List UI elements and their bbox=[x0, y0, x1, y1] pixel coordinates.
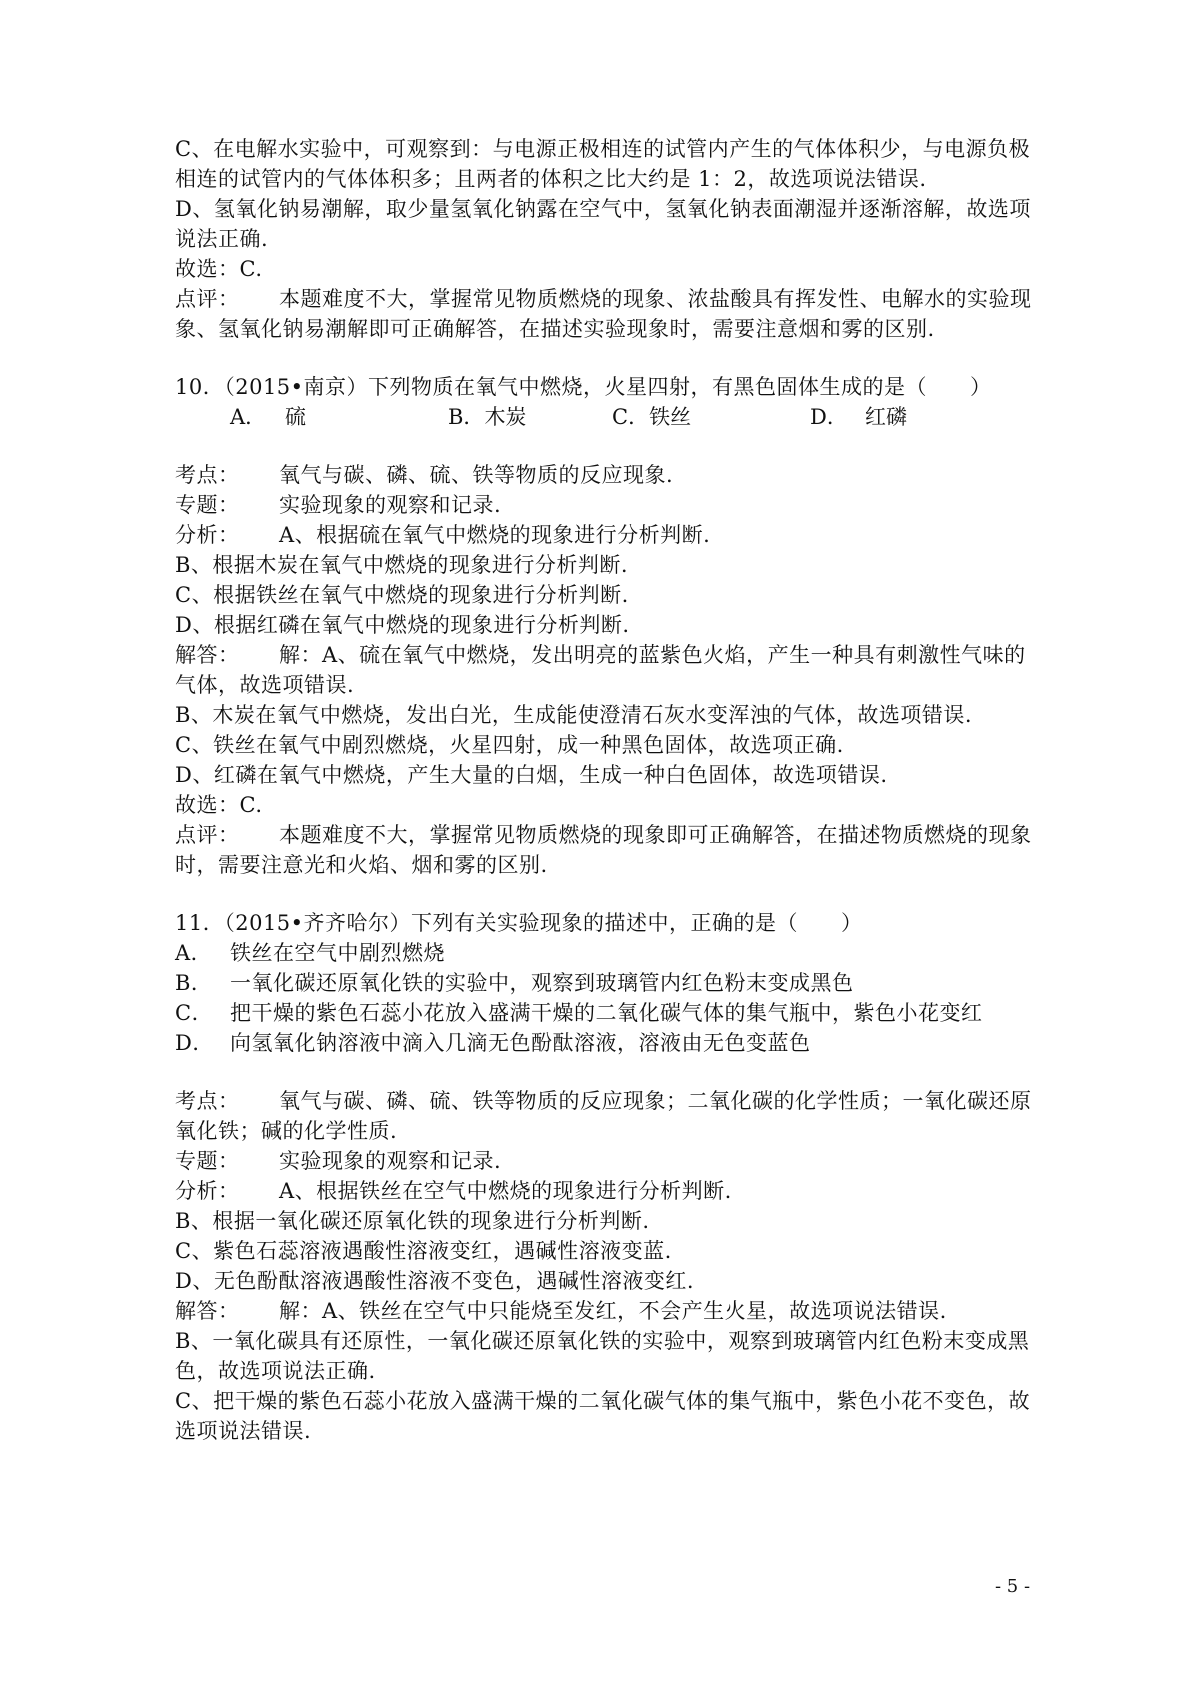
prev-comment-2: 象、氢氧化钠易潮解即可正确解答，在描述实验现象时，需要注意烟和雾的区别. bbox=[175, 317, 935, 341]
q11-solution: 解答： 解：A、铁丝在空气中只能烧至发红，不会产生火星，故选项说法错误. bbox=[175, 1299, 947, 1323]
q10-solution: 解答： 解：A、硫在氧气中燃烧，发出明亮的蓝紫色火焰，产生一种具有刺激性气味的 bbox=[175, 643, 1026, 667]
q10-analysis: 分析： A、根据硫在氧气中燃烧的现象进行分析判断. bbox=[175, 523, 711, 547]
q11-point-2: 氧化铁；碱的化学性质. bbox=[175, 1119, 398, 1143]
q10-comment-2: 时，需要注意光和火焰、烟和雾的区别. bbox=[175, 853, 548, 877]
q10-option-d: D． 红磷 bbox=[810, 405, 907, 429]
q11-solution-2: B、一氧化碳具有还原性，一氧化碳还原氧化铁的实验中，观察到玻璃管内红色粉末变成黑 bbox=[175, 1329, 1030, 1353]
q11-stem: 11．（2015•齐齐哈尔）下列有关实验现象的描述中，正确的是（ ） bbox=[175, 911, 863, 935]
q10-comment: 点评： 本题难度不大，掌握常见物质燃烧的现象即可正确解答，在描述物质燃烧的现象 bbox=[175, 823, 1032, 847]
q11-option-b: B． 一氧化碳还原氧化铁的实验中，观察到玻璃管内红色粉末变成黑色 bbox=[175, 971, 854, 995]
q10-stem: 10．（2015•南京）下列物质在氧气中燃烧，火星四射，有黑色固体生成的是（ ） bbox=[175, 375, 992, 399]
prev-answer: 故选：C. bbox=[175, 257, 263, 281]
comment-label: 点评： bbox=[175, 287, 240, 311]
page-number: - 5 - bbox=[995, 1576, 1031, 1597]
q10-option-b: B．木炭 bbox=[448, 405, 527, 429]
q11-option-a: A． 铁丝在空气中剧烈燃烧 bbox=[175, 941, 445, 965]
q10-point: 考点： 氧气与碳、磷、硫、铁等物质的反应现象. bbox=[175, 463, 674, 487]
q10-solution-3: B、木炭在氧气中燃烧，发出白光，生成能使澄清石灰水变浑浊的气体，故选项错误. bbox=[175, 703, 973, 727]
prev-line-4: 说法正确. bbox=[175, 227, 269, 251]
q10-option-a: A． 硫 bbox=[230, 405, 306, 429]
q11-point: 考点： 氧气与碳、磷、硫、铁等物质的反应现象；二氧化碳的化学性质；一氧化碳还原 bbox=[175, 1089, 1032, 1113]
q10-solution-4: C、铁丝在氧气中剧烈燃烧，火星四射，成一种黑色固体，故选项正确. bbox=[175, 733, 844, 757]
q10-topic: 专题： 实验现象的观察和记录. bbox=[175, 493, 502, 517]
q10-answer: 故选：C. bbox=[175, 793, 263, 817]
q11-analysis: 分析： A、根据铁丝在空气中燃烧的现象进行分析判断. bbox=[175, 1179, 732, 1203]
q10-analysis-4: D、根据红磷在氧气中燃烧的现象进行分析判断. bbox=[175, 613, 630, 637]
q10-analysis-3: C、根据铁丝在氧气中燃烧的现象进行分析判断. bbox=[175, 583, 629, 607]
q11-solution-4: C、把干燥的紫色石蕊小花放入盛满干燥的二氧化碳气体的集气瓶中，紫色小花不变色，故 bbox=[175, 1389, 1031, 1413]
q10-option-c: C．铁丝 bbox=[612, 405, 692, 429]
q11-analysis-2: B、根据一氧化碳还原氧化铁的现象进行分析判断. bbox=[175, 1209, 650, 1233]
q11-option-c: C． 把干燥的紫色石蕊小花放入盛满干燥的二氧化碳气体的集气瓶中，紫色小花变红 bbox=[175, 1001, 983, 1025]
q10-solution-5: D、红磷在氧气中燃烧，产生大量的白烟，生成一种白色固体，故选项错误. bbox=[175, 763, 888, 787]
q11-solution-5: 选项说法错误. bbox=[175, 1419, 312, 1443]
q11-analysis-3: C、紫色石蕊溶液遇酸性溶液变红，遇碱性溶液变蓝. bbox=[175, 1239, 672, 1263]
prev-comment: 点评： 本题难度不大，掌握常见物质燃烧的现象、浓盐酸具有挥发性、电解水的实验现 bbox=[175, 284, 1055, 314]
prev-line-3: D、氢氧化钠易潮解，取少量氢氧化钠露在空气中，氢氧化钠表面潮湿并逐渐溶解，故选项 bbox=[175, 197, 1031, 221]
q11-topic: 专题： 实验现象的观察和记录. bbox=[175, 1149, 502, 1173]
q11-option-d: D． 向氢氧化钠溶液中滴入几滴无色酚酞溶液，溶液由无色变蓝色 bbox=[175, 1031, 811, 1055]
q11-analysis-4: D、无色酚酞溶液遇酸性溶液不变色，遇碱性溶液变红. bbox=[175, 1269, 695, 1293]
q11-solution-3: 色，故选项说法正确. bbox=[175, 1359, 376, 1383]
prev-line-2: 相连的试管内的气体体积多；且两者的体积之比大约是 1：2，故选项说法错误. bbox=[175, 167, 927, 191]
prev-line-1: C、在电解水实验中，可观察到：与电源正极相连的试管内产生的气体体积少，与电源负极 bbox=[175, 137, 1031, 161]
q10-analysis-2: B、根据木炭在氧气中燃烧的现象进行分析判断. bbox=[175, 553, 629, 577]
q10-solution-2: 气体，故选项错误. bbox=[175, 673, 355, 697]
